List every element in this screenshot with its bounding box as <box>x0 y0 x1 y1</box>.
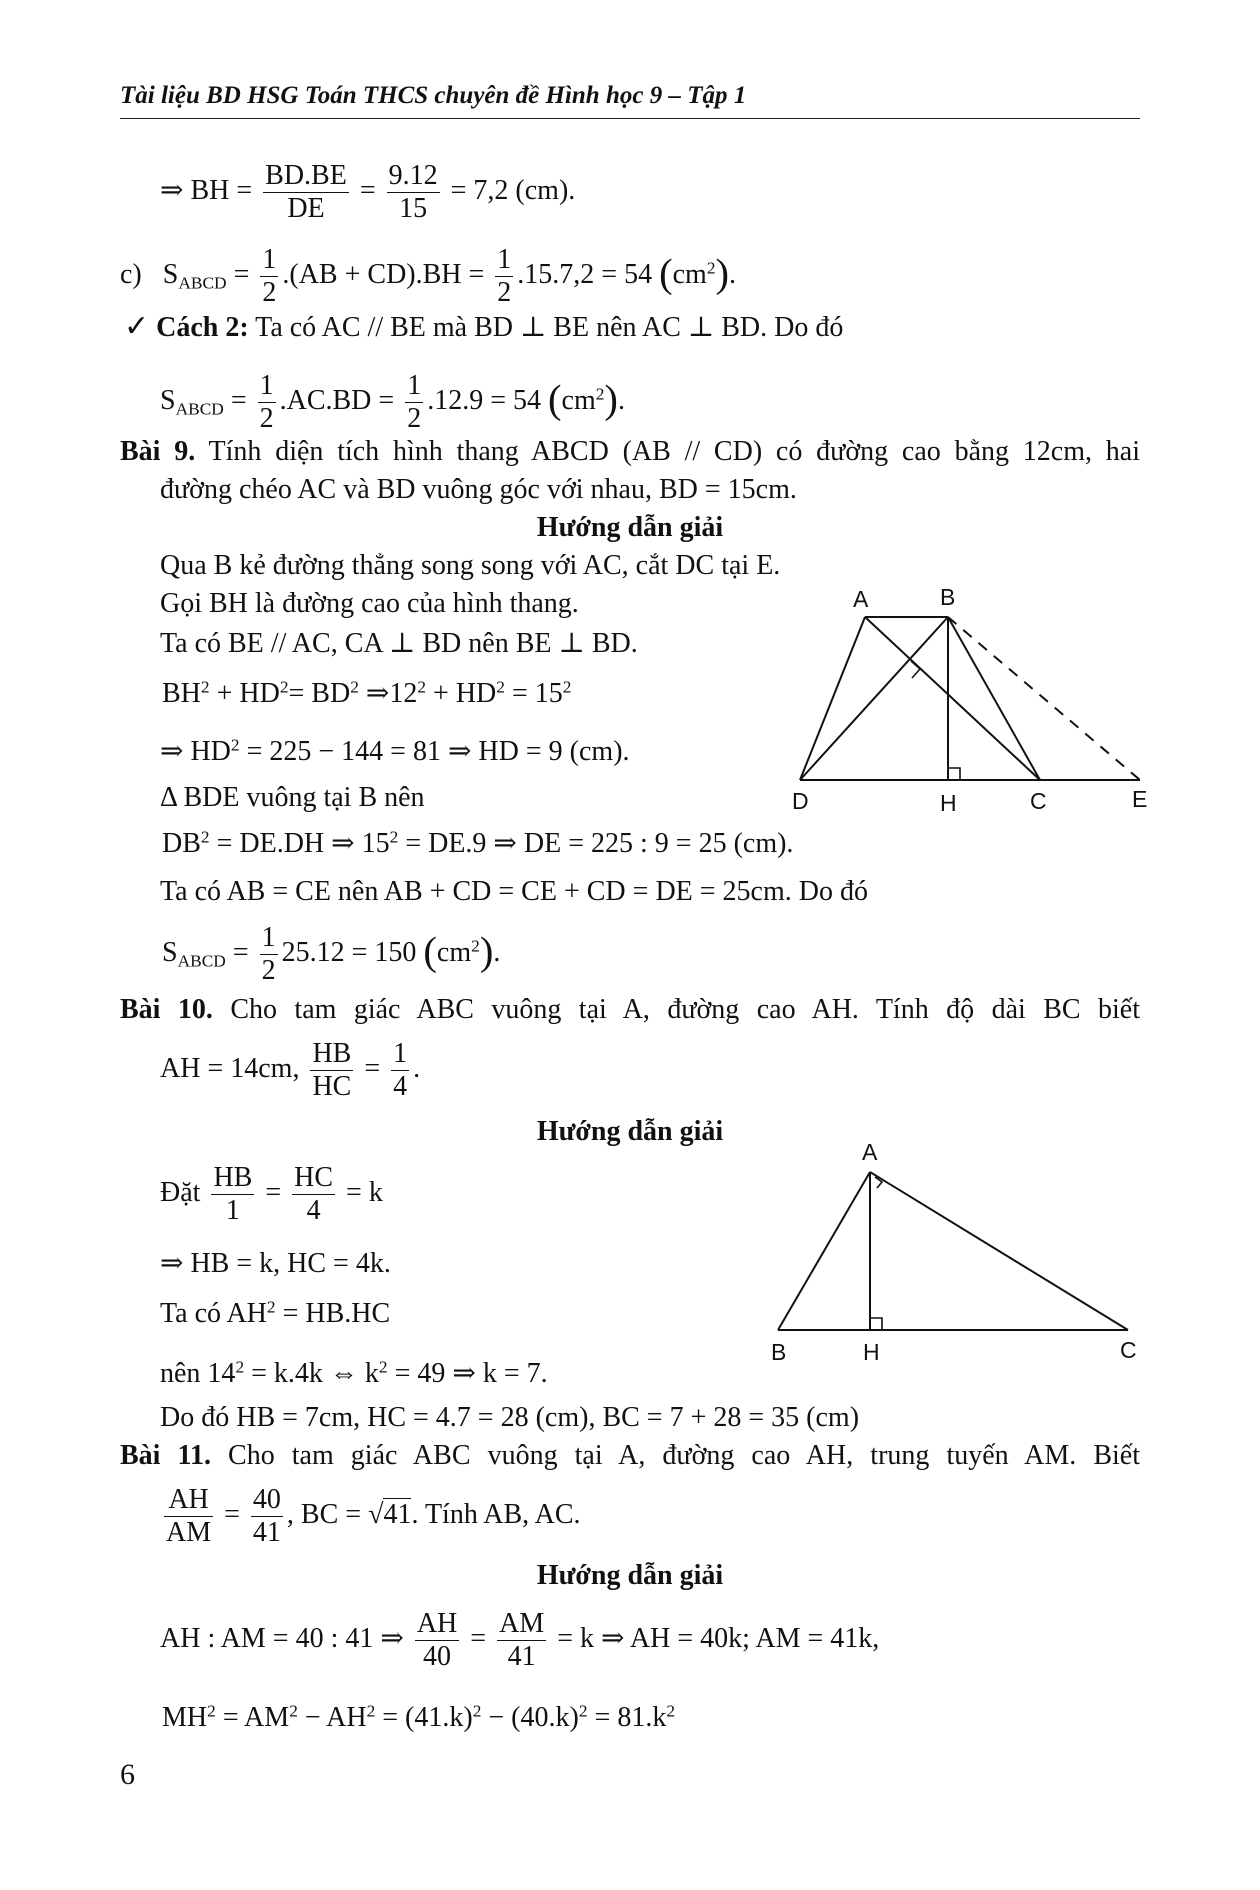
label-b: B <box>771 1339 787 1360</box>
label-a: A <box>853 586 869 612</box>
checkmark-icon: ✓ <box>124 310 150 343</box>
problem-10-line-5: Do đó HB = 7cm, HC = 4.7 = 28 (cm), BC = 7 + 28 = 35 (cm) <box>160 1402 860 1433</box>
segment-ac <box>870 1172 1128 1330</box>
sqrt-icon: √ <box>368 1499 384 1531</box>
problem-9-statement-2: đường chéo AC và BD vuông góc với nhau, BD = 15cm. <box>160 474 797 505</box>
problem-10-line-2: ⇒ HB = k, HC = 4k. <box>160 1248 391 1279</box>
problem-11-given: $\frac{AH}{AM}$ = $\frac{40}{41}$ , BC = √41. Tính AB, AC. <box>166 1484 581 1549</box>
diagonal-ac <box>865 617 1040 780</box>
problem-9-line-2: Gọi BH là đường cao của hình thang. <box>160 588 579 619</box>
label-e: E <box>1132 786 1148 812</box>
trapezoid-figure <box>790 585 1160 815</box>
segment-bc <box>948 617 1040 780</box>
problem-9-area: $S_{ABCD}$ = $\frac{1}{2}$ 25.12 = 150 $(cm^2)$. <box>162 922 501 987</box>
problem-11-line-1: AH : AM = 40 : 41 ⇒ $\frac{AH}{40}$ = $\frac{AM}{41}$ = k ⇒ AH = 40k; AM = 41k, <box>160 1608 880 1673</box>
segment-ad <box>800 617 865 780</box>
problem-10-substitution: Đặt $\frac{HB}{1}$ = $\frac{HC}{4}$ = k <box>160 1162 383 1227</box>
right-triangle-figure <box>765 1130 1165 1360</box>
page-number: 6 <box>120 1758 135 1791</box>
segment-ab <box>778 1172 870 1330</box>
problem-9-line-4: Δ BDE vuông tại B nên <box>160 782 425 813</box>
running-header: Tài liệu BD HSG Toán THCS chuyên đề Hình học 9 – Tập 1 <box>120 82 747 109</box>
problem-10-given: AH = 14cm, $\frac{HB}{HC}$ = $\frac{1}{4}$ . <box>160 1038 421 1103</box>
label-h: H <box>940 790 957 815</box>
problem-9-eq-2: ⇒ $HD^2 = 225 - 144 = 81$ ⇒ HD = 9 (cm). <box>160 735 630 767</box>
problem-9-statement: Bài 9. Tính diện tích hình thang ABCD (AB // CD) có đường cao bằng 12cm, hai <box>120 436 1140 467</box>
problem-11-guide-heading: Hướng dẫn giải <box>536 1560 724 1591</box>
problem-11-line-2: $MH^2 = AM^2 - AH^2 = (41.k)^2 - (40.k)^2 = 81.k^2$ <box>162 1701 676 1733</box>
label-c: C <box>1120 1337 1137 1360</box>
label-b: B <box>940 585 956 610</box>
problem-9-guide-heading: Hướng dẫn giải <box>536 512 724 543</box>
problem-10-line-3: Ta có $AH^2 = HB.HC$ <box>160 1297 391 1329</box>
label-d: D <box>792 788 809 814</box>
problem-10-guide-heading: Hướng dẫn giải <box>536 1116 724 1147</box>
problem-9-line-5: Ta có AB = CE nên AB + CD = CE + CD = DE = 25cm. Do đó <box>160 876 868 907</box>
bh-formula: ⇒ BH = $\frac{BD.BE}{DE}$ = $\frac{9.12}{15}$ = 7,2 (cm). <box>160 160 576 225</box>
header-rule <box>120 118 1140 119</box>
diagonal-bd <box>800 617 948 780</box>
problem-10-line-4: nên $14^2 = k.4k$ ⇔ $k^2 = 49$ ⇒ k = 7. <box>160 1357 548 1389</box>
problem-9-eq-1: $BH^2 + HD^2= BD^2$ $\Rightarrow 12^2 + HD^2 = 15^2$ <box>162 677 572 709</box>
problem-9-line-3: Ta có BE // AC, CA ⊥ BD nên BE ⊥ BD. <box>160 628 638 659</box>
method-2-line: ✓ Cách 2: Ta có AC // BE mà BD ⊥ BE nên AC ⊥ BD. Do đó <box>124 310 844 343</box>
problem-9-eq-3: $DB^2 = DE.DH$ ⇒ $15^2 = DE.9$ ⇒ DE = 225 : 9 = 25 (cm). <box>162 827 794 859</box>
problem-9-line-1: Qua B kẻ đường thẳng song song với AC, cắt DC tại E. <box>160 550 781 581</box>
segment-be-dashed <box>948 617 1140 780</box>
problem-11-statement: Bài 11. Cho tam giác ABC vuông tại A, đường cao AH, trung tuyến AM. Biết <box>120 1440 1140 1471</box>
label-a: A <box>862 1139 878 1165</box>
problem-10-statement: Bài 10. Cho tam giác ABC vuông tại A, đường cao AH. Tính độ dài BC biết <box>120 994 1140 1025</box>
right-angle-h <box>870 1318 882 1330</box>
right-angle-h <box>948 768 960 780</box>
area-formula-c: c) $S_{ABCD}$ = $\frac{1}{2}$ .(AB + CD).BH = $\frac{1}{2}$ .15.7,2 = 54 $(cm^2)$. <box>120 244 737 309</box>
area-formula-method-2: $S_{ABCD}$ = $\frac{1}{2}$ .AC.BD = $\frac{1}{2}$ .12.9 = 54 $(cm^2)$. <box>160 370 625 435</box>
label-c: C <box>1030 788 1047 814</box>
label-h: H <box>863 1339 880 1360</box>
